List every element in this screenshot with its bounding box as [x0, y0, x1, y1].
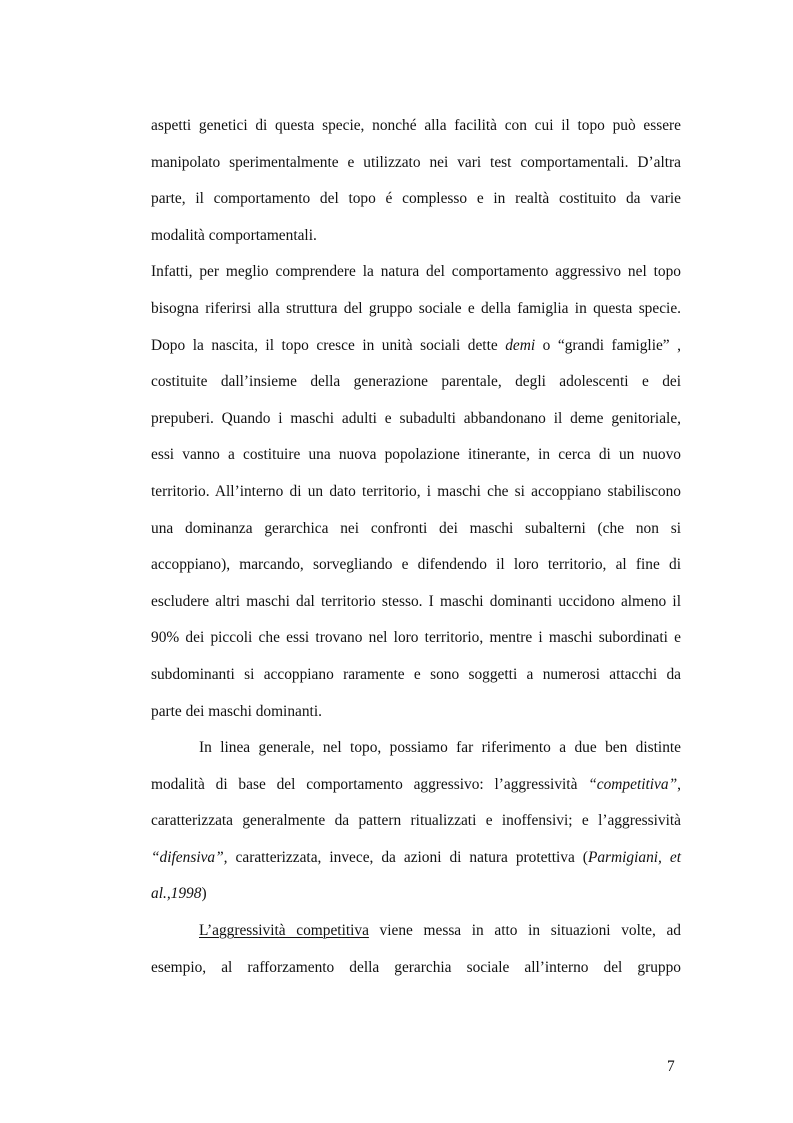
text-segment: ,: [677, 775, 681, 793]
text-line: costituite dall’insieme della generazione parentale, degli adolescenti e dei: [151, 373, 681, 391]
body-text: [151, 108, 681, 986]
text-line: una dominanza gerarchica nei confronti dei maschi subalterni (che non si: [151, 519, 681, 537]
text-segment: o “grandi famiglie” ,: [535, 336, 682, 354]
citation-author: Parmigiani, et: [587, 848, 681, 866]
italic-term-demi: demi: [505, 336, 536, 354]
text-line: modalità comportamentali.: [151, 226, 317, 244]
text-line: subdominanti si accoppiano raramente e sono soggetti a numerosi attacchi da: [151, 665, 681, 683]
text-line: territorio. All’interno di un dato territorio, i maschi che si accoppiano stabiliscono: [151, 482, 681, 500]
text-line: [151, 328, 681, 365]
text-line: [151, 840, 681, 877]
text-line: [151, 767, 681, 804]
text-line: parte dei maschi dominanti.: [151, 702, 322, 720]
italic-term-competitiva: “competitiva”: [588, 775, 678, 793]
text-segment: caratterizzata, invece, da azioni di natura protettiva (: [227, 848, 588, 866]
text-line: essi vanno a costituire una nuova popolazione itinerante, in cerca di un nuovo: [151, 446, 681, 464]
text-line: [151, 730, 681, 767]
text-line: prepuberi. Quando i maschi adulti e subadulti abbandonano il deme genitoriale,: [151, 409, 681, 427]
text-line: manipolato sperimentalmente e utilizzato nei vari test comportamentali. D’altra: [151, 153, 681, 171]
text-segment: modalità di base del comportamento aggressivo: l’aggressività: [151, 775, 589, 793]
text-line: bisogna riferirsi alla struttura del gruppo sociale e della famiglia in questa specie.: [151, 299, 681, 317]
page-number: 7: [667, 1058, 675, 1075]
text-line: accoppiano), marcando, sorvegliando e difendendo il loro territorio, al fine di: [151, 556, 681, 574]
text-line: 90% dei piccoli che essi trovano nel loro territorio, mentre i maschi subordinati e: [151, 629, 681, 647]
underlined-heading-term: L’aggressività competitiva: [199, 922, 369, 940]
text-line: esempio, al rafforzamento della gerarchia sociale all’interno del gruppo: [151, 958, 681, 976]
italic-term-difensiva: “difensiva”,: [151, 848, 228, 866]
text-segment: In linea generale, nel topo, possiamo far riferimento a due ben distinte: [199, 739, 681, 757]
citation-year: al.,1998: [151, 885, 202, 903]
text-line: Infatti, per meglio comprendere la natura del comportamento aggressivo nel topo: [151, 263, 681, 281]
text-line: [151, 913, 681, 950]
text-segment: ): [201, 885, 207, 903]
text-segment: viene messa in atto in situazioni volte, ad: [368, 922, 681, 940]
text-line: parte, il comportamento del topo é complesso e in realtà costituito da varie: [151, 190, 681, 208]
text-segment: Dopo la nascita, il topo cresce in unità sociali dette: [151, 336, 506, 354]
text-line: [151, 876, 681, 913]
text-line: aspetti genetici di questa specie, nonché alla facilità con cui il topo può essere: [151, 117, 681, 134]
text-line: caratterizzata generalmente da pattern ritualizzati e inoffensivi; e l’aggressività: [151, 812, 681, 830]
text-line: escludere altri maschi dal territorio stesso. I maschi dominanti uccidono almeno il: [151, 592, 681, 610]
